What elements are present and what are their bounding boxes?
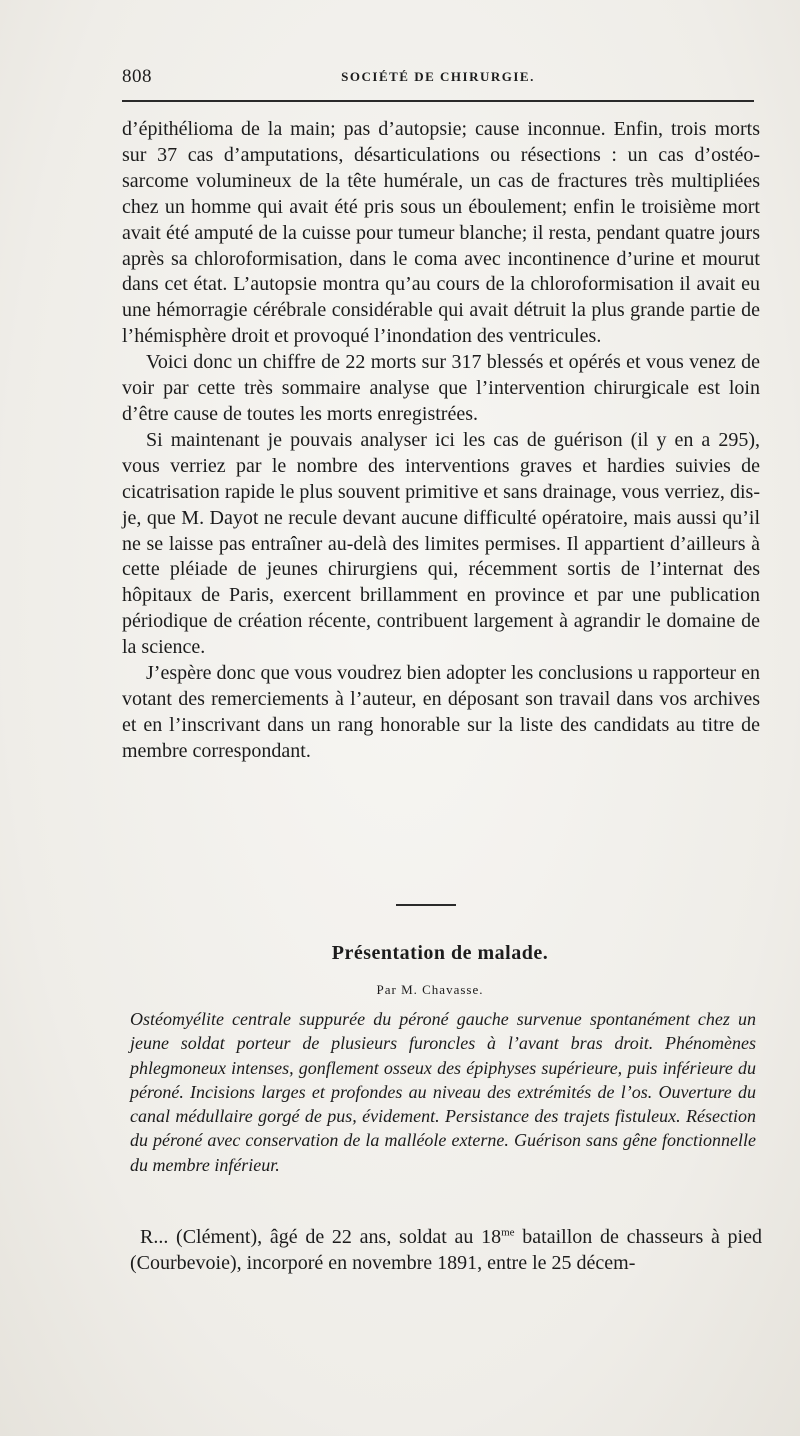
header-rule <box>122 100 754 102</box>
running-head: SOCIÉTÉ DE CHIRURGIE. <box>341 69 535 84</box>
case-paragraph <box>130 1224 762 1276</box>
body-text <box>122 117 760 765</box>
paragraph: Voici donc un chiffre de 22 morts sur 317 blessés et opérés et vous venez de voir par cette très sommaire analyse que l’intervention chirurgicale est loin d’être cause de toutes les morts enregistrées. <box>122 351 760 425</box>
case-report <box>130 1224 762 1276</box>
page-number: 808 <box>122 66 152 87</box>
paragraph: Si maintenant je pouvais analyser ici les cas de guérison (il y en a 295), vous verriez par le nombre des interventions graves et hardies suivies de cicatrisation rapide le plus souvent primitive et sans drainage, vous verriez, dis-je, que M. Dayot ne recule devant aucune difficulté opératoire, mais aussi qu’il ne se laisse pas entraîner au-delà des limites permises. Il appartient d’ailleurs à cette pléiade de jeunes chirurgiens qui, récemment sortis de l’internat des hôpitaux de Paris, exercent brillamment en province et par une publication périodique de création récente, contribuent largement à agrandir le domaine de la science. <box>122 428 760 659</box>
section-separator <box>396 904 456 906</box>
case-abstract: Ostéomyélite centrale suppurée du péroné gauche survenue spontanément chez un jeune soldat porteur de plusieurs furoncles à l’avant bras droit. Phénomènes phlegmoneux intenses, gonflement osseux des épiphyses supérieure, puis inférieure du péroné. Incisions larges et profondes au niveau des extrémités de l’os. Ouverture du canal médullaire gorgé de pus, évidement. Persistance des trajets fistuleux. Résection du péroné avec conservation de la malléole externe. Guérison sans gêne fonctionnelle du membre inférieur. <box>130 1009 756 1175</box>
ordinal-suffix: me <box>501 1226 515 1239</box>
author-line: Par M. Chavasse. <box>376 982 484 997</box>
section-title: Présentation de malade. <box>331 942 549 964</box>
paragraph: d’épithélioma de la main; pas d’autopsie; cause inconnue. Enfin, trois morts sur 37 cas d’amputations, désarticulations ou résections : un cas d’ostéo-sarcome volumineux de la tête humérale, un cas de fractures très multipliées chez un homme qui avait été pris sous un éboulement; enfin le troisième mort avait été amputé de la cuisse pour tumeur blanche; il resta, pendant quatre jours après sa chloroformisation, dans le coma avec incontinence d’urine et mourut dans cet état. L’autopsie montra qu’au cours de la chloroformisation il avait eu une hémorragie cérébrale considérable qui avait détruit la plus grande partie de l’hémisphère droit et provoqué l’inondation des ventricules. <box>122 118 760 348</box>
case-text-end: bataillon de chasseurs à pied (Courbevoie), incorporé en novembre 1891, entre le 25 décem- <box>130 1226 762 1274</box>
page-header <box>122 66 754 90</box>
case-text-start: R... (Clément), âgé de 22 ans, soldat au 18 <box>140 1226 502 1248</box>
paragraph: J’espère donc que vous voudrez bien adopter les conclusions u rapporteur en votant des remerciements à l’auteur, en déposant son travail dans vos archives et en l’inscrivant dans un rang honorable sur la liste des candidats au titre de membre correspondant. <box>122 662 760 762</box>
